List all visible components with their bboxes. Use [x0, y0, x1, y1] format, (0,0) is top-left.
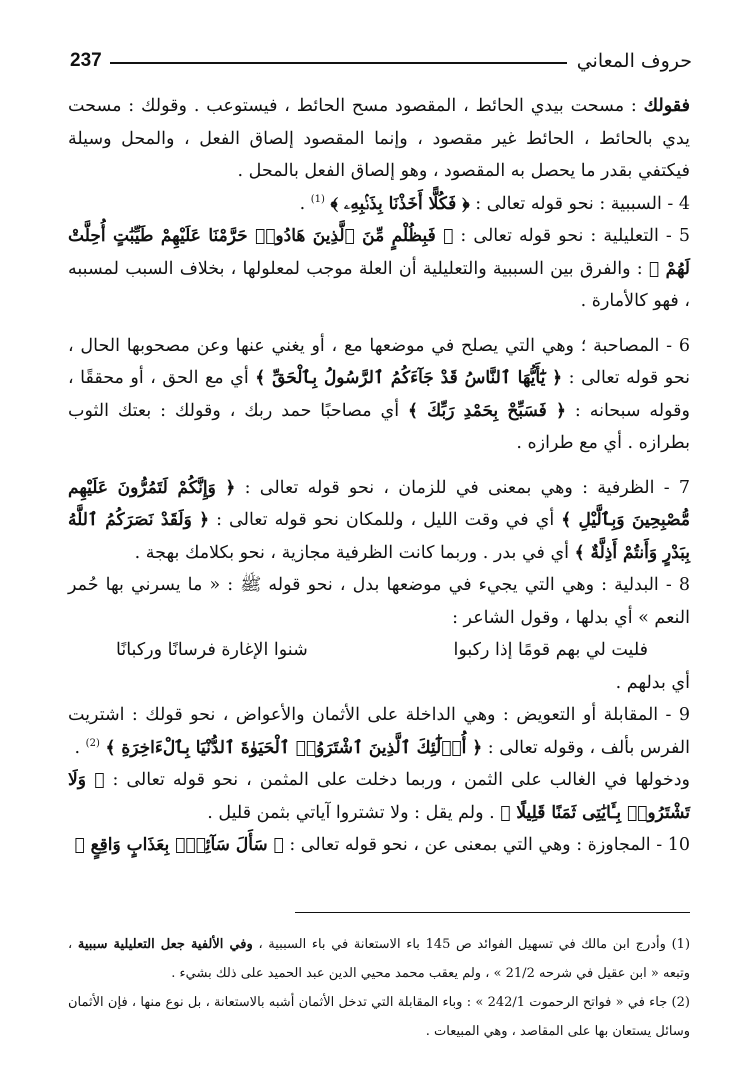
- footnote-text: ، وتبعه « ابن عقيل في شرحه 21/2 » ، ولم يعقب محمد محيي الدين عبد الحميد على ذلك بشيء .: [68, 937, 690, 981]
- paragraph-lead: فقولك: [643, 96, 690, 116]
- paragraph-text: .: [299, 193, 311, 214]
- footnote-marker[interactable]: (1): [310, 193, 325, 205]
- paragraph-text: أي بدلهم .: [615, 672, 690, 693]
- quran-verse: ﴿ وَإِنَّكُمْ لَتَمُرُّونَ عَلَيْهِم مُّصْبِحِينَ وَبِٱلَّيْلِ ﴾: [68, 477, 690, 530]
- quran-verse: ﴿ يَٰٓأَيُّهَا ٱلنَّاسُ قَدْ جَآءَكُمُ ٱلرَّسُولُ بِٱلْحَقِّ ﴾: [255, 368, 563, 388]
- quran-verse: ﴿ فَبِظُلْمٍ مِّنَ ٱلَّذِينَ هَادُوا۟ حَرَّمْنَا عَلَيْهِمْ طَيِّبَٰتٍ أُحِلَّتْ لَهُمْ ﴾: [68, 226, 690, 279]
- quran-verse: ﴿ فَكُلًّا أَخَذْنَا بِذَنۢبِهِۦ ﴾: [330, 193, 470, 214]
- header-rule: [110, 62, 567, 64]
- verse-hemistich-2: شنوا الإغارة فرسانًا وركبانًا: [116, 640, 308, 660]
- footnote-2: [68, 988, 690, 1046]
- page-header: [70, 44, 692, 78]
- poetry-verse: [68, 634, 690, 667]
- paragraph-taliliyya: [68, 220, 690, 318]
- paragraph-text: أي مصاحبًا حمد ربك ، وقولك : بعتك الثوب بطرازه . أي مع طرازه .: [68, 400, 690, 453]
- paragraph-text: .: [74, 737, 86, 758]
- footnote-text: (1) وأدرج ابن مالك في تسهيل الفوائد ص 145 باء الاستعانة في باء السببية ،: [252, 937, 691, 952]
- paragraph-text: 10 - المجاوزة : وهي التي بمعنى عن ، نحو قوله تعالى :: [283, 835, 690, 855]
- paragraph-text: : والفرق بين السببية والتعليلية أن العلة موجب لمعلولها ، بخلاف السبب لمسببه ، فهو كالأمارة .: [68, 258, 690, 311]
- paragraph-muqabala: [68, 699, 690, 764]
- paragraph-text: أي في بدر . وربما كانت الظرفية مجازية ، نحو بكلامك بهجة .: [134, 542, 575, 563]
- paragraph-text: 9 - المقابلة أو التعويض : وهي الداخلة على الأثمان والأعواض ، نحو قولك : اشتريت الفرس بألف ، وقوله تعالى :: [68, 705, 690, 758]
- quran-verse: ﴿ وَلَقَدْ نَصَرَكُمُ ٱللَّهُ بِبَدْرٍ وَأَنتُمْ أَذِلَّةٌ ﴾: [68, 510, 690, 563]
- paragraph-badaliyya: [68, 569, 690, 634]
- paragraph-musahaba: [68, 330, 690, 460]
- paragraph-sababiyya: [68, 188, 690, 221]
- paragraph-text: ودخولها في الغالب على الثمن ، وربما دخلت على المثمن ، نحو قوله تعالى :: [104, 770, 690, 790]
- footnote-separator: [295, 912, 690, 913]
- paragraph-text: 4 - السببية : نحو قوله تعالى :: [469, 193, 690, 214]
- quran-verse: ﴿ وَلَا تَشْتَرُوا۟ بِـَٔايَٰتِى ثَمَنًا قَلِيلًا ﴾: [68, 770, 690, 823]
- page-number: 237: [70, 50, 102, 71]
- paragraph-text: : مسحت بيدي الحائط ، المقصود مسح الحائط ، فيستوعب . وقولك : مسحت يدي بالحائط ، الحائط غير مقصود ، وإنما المقصود إلصاق الفعل ، والمحل وسيلة فيكتفي بقدر ما يحصل به المقصود ، وهو إلصاق الفعل بالمحل .: [68, 96, 690, 181]
- paragraph-text: 7 - الظرفية : وهي بمعنى في للزمان ، نحو قوله تعالى :: [235, 477, 690, 498]
- quran-verse: ﴿ سَأَلَ سَآئِلٌۢ بِعَذَابٍ وَاقِعٍ ﴾: [74, 835, 284, 855]
- paragraph-muqabala-note: [68, 764, 690, 829]
- quran-verse: ﴿ أُو۟لَٰٓئِكَ ٱلَّذِينَ ٱشْتَرَوُا۟ ٱلْحَيَوٰةَ ٱلدُّنْيَا بِٱلْءَاخِرَةِ ﴾: [105, 737, 483, 758]
- footnote-1: [68, 930, 690, 988]
- paragraph-text: أي في وقت الليل ، وللمكان نحو قوله تعالى :: [209, 510, 562, 530]
- verse-hemistich-1: فليت لي بهم قومًا إذا ركبوا: [453, 640, 648, 660]
- running-title: حروف المعاني: [576, 50, 692, 72]
- paragraph-verse-gloss: [68, 667, 690, 700]
- paragraph-mujawaza: [68, 829, 690, 862]
- paragraph-text: 6 - المصاحبة ؛ وهي التي يصلح في موضعها مع ، أو يغني عنها وعن مصحوبها الحال ، نحو قوله تعالى :: [68, 335, 690, 388]
- footnote-marker[interactable]: (2): [85, 737, 100, 749]
- footnotes: [68, 930, 690, 1046]
- footnote-text-bold: وفي الألفية جعل التعليلية سببية: [77, 937, 253, 952]
- paragraph-text: 5 - التعليلية : نحو قوله تعالى :: [453, 226, 690, 246]
- paragraph-zarfiyya: [68, 472, 690, 570]
- body-text: [68, 90, 690, 862]
- paragraph-baa-example: [68, 90, 690, 188]
- footnote-text: (2) جاء في « فواتح الرحموت 242/1 » : وباء المقابلة التي تدخل الأثمان أشبه بالاستعانة ، بل نوع منها ، فإن الأثمان وسائل يستعان بها على المقاصد ، وهي المبيعات .: [68, 995, 690, 1039]
- paragraph-text: . ولم يقل : ولا تشتروا آياتي بثمن قليل .: [207, 802, 501, 823]
- quran-verse: ﴿ فَسَبِّحْ بِحَمْدِ رَبِّكَ ﴾: [407, 400, 567, 421]
- paragraph-text: 8 - البدلية : وهي التي يجيء في موضعها بدل ، نحو قوله ﷺ : « ما يسرني بها حُمر النعم » أي بدلها ، وقول الشاعر :: [68, 575, 690, 628]
- paragraph-text: أي مع الحق ، أو محققًا ، وقوله سبحانه :: [68, 368, 690, 421]
